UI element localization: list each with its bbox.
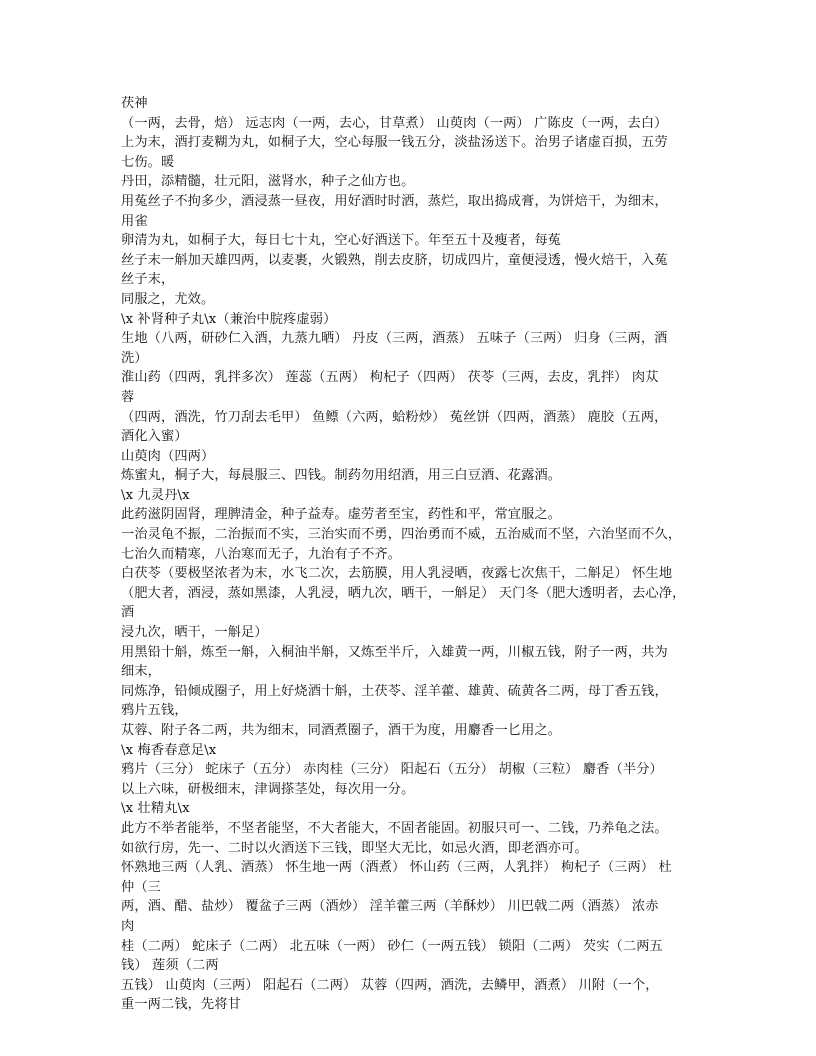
text-line: 上为末，酒打麦糊为丸，如桐子大，空心每服一钱五分，淡盐汤送下。治男子诸虚百损，五劳: [121, 135, 668, 151]
text-line: 苁蓉、附子各二两，共为细末，同酒煮圈子，酒干为度，用麝香一匕用之。: [121, 723, 562, 738]
text-line: 茯神: [121, 96, 148, 111]
text-line: （四两，酒洗，竹刀刮去毛甲） 鱼鳔（六两，蛤粉炒） 菟丝饼（四两，酒蒸） 鹿胶（五两，: [121, 409, 668, 425]
text-line: 酒化入蜜）: [121, 429, 188, 445]
text-line: 重一两二钱，先将甘: [121, 997, 242, 1013]
text-line: 两，酒、醋、盐炒） 覆盆子三两（酒炒） 淫羊藿三两（羊酥炒） 川巴戟二两（酒蒸） 浓赤: [121, 899, 659, 915]
text-line: 卵清为丸，如桐子大，每日七十丸，空心好酒送下。年至五十及瘦者，每菟: [121, 233, 562, 249]
text-line: 七治久而精寒，八治寒而无子，九治有子不齐。: [121, 546, 402, 562]
text-line: 用菟丝子不拘多少，酒浸蒸一昼夜，用好酒时时洒，蒸烂，取出捣成膏，为饼焙干，为细末，: [121, 193, 668, 209]
text-line: 桂（二两） 蛇床子（二两） 北五味（一两） 砂仁（一两五钱） 锁阳（二两） 芡实（二两五: [121, 938, 663, 954]
text-line: 以上六味，研极细末，津调搽茎处，每次用一分。: [121, 781, 415, 797]
text-line: 七伤。暖: [121, 154, 175, 170]
section-heading: \x 九灵丹\x: [121, 487, 190, 503]
text-line: 一治灵龟不振，二治振而不实，三治实而不勇，四治勇而不威，五治威而不坚，六治坚而不久，: [121, 527, 682, 543]
document-body: [121, 94, 716, 1015]
text-line: 鸦片五钱，: [121, 703, 188, 719]
text-line: 丹田，添精髓，壮元阳，滋肾水，种子之仙方也。: [121, 174, 415, 190]
text-line: 用黑铅十斛，炼至一斛，入桐油半斛，又炼至半斤，入雄黄一两，川椒五钱，附子一两，共为: [121, 644, 668, 660]
text-line: 蓉: [121, 389, 135, 405]
text-line: 怀熟地三两（人乳、酒蒸） 怀生地一两（酒煮） 怀山药（三两，人乳拌） 枸杞子（三两） 杜: [121, 860, 672, 876]
text-line: 浸九次，晒干，一斛足）: [121, 625, 268, 641]
text-line: 同服之，尤效。: [121, 291, 215, 307]
text-line: 钱） 莲须（二两: [121, 958, 219, 974]
text-line: 同炼净，铅倾成圈子，用上好烧酒十斛，土茯苓、淫羊藿、雄黄、硫黄各二两，母丁香五钱，: [121, 683, 668, 699]
text-line: （一两，去骨，焙） 远志肉（一两，去心，甘草煮） 山萸肉（一两） 广陈皮（一两，去白）: [121, 115, 668, 131]
text-line: 五钱） 山萸肉（三两） 阳起石（二两） 苁蓉（四两，酒洗，去鳞甲，酒煮） 川附（一个，: [121, 977, 659, 993]
text-line: 鸦片（三分） 蛇床子（五分） 赤肉桂（三分） 阳起石（五分） 胡椒（三粒） 麝香（半分）: [121, 762, 663, 778]
text-line: 仲（三: [121, 879, 162, 895]
text-line: 酒: [121, 605, 135, 621]
text-line: 淮山药（四两，乳拌多次） 莲蕊（五两） 枸杞子（四两） 茯苓（三两，去皮，乳拌） 肉苁: [121, 370, 659, 386]
text-line: 丝子末，: [121, 272, 175, 288]
text-line: （肥大者，酒浸，蒸如黑漆，人乳浸，晒九次，晒干，一斛足） 天门冬（肥大透明者，去心净，: [121, 585, 686, 601]
text-line: 如欲行房，先一、二时以火酒送下三钱，即坚大无比，如忌火酒，即老酒亦可。: [121, 840, 588, 856]
text-line: 用雀: [121, 213, 148, 229]
text-line: 生地（八两，研砂仁入酒，九蒸九晒） 丹皮（三两，酒蒸） 五味子（三两） 归身（三两，酒: [121, 331, 668, 347]
text-line: 此药滋阴固肾，理脾清金，种子益寿。虚劳者至宝，药性和平，常宜服之。: [121, 507, 562, 523]
text-line: 丝子末一斛加天雄四两，以麦裹，火锻熟，削去皮脐，切成四片，童便浸透，慢火焙干，入菟: [121, 252, 668, 268]
text-line: 此方不举者能举，不坚者能坚，不大者能大，不固者能固。初服只可一、二钱，乃养龟之法。: [121, 820, 668, 836]
section-heading: \x 壮精丸\x: [121, 801, 190, 817]
text-line: 肉: [121, 918, 135, 934]
text-line: 白茯苓（要极坚浓者为末，水飞二次，去筋膜，用人乳浸晒，夜露七次焦干，二斛足） 怀生地: [121, 566, 673, 582]
section-heading: \x 梅香春意足\x: [121, 742, 217, 758]
text-line: 炼蜜丸，桐子大，每晨服三、四钱。制药勿用绍酒，用三白豆酒、花露酒。: [121, 468, 562, 484]
section-heading: \x 补肾种子丸\x（兼治中脘疼虚弱）: [121, 311, 337, 327]
text-line: 洗）: [121, 350, 148, 366]
text-line: 细末，: [121, 664, 162, 680]
text-line: 山萸肉（四两）: [121, 448, 215, 464]
